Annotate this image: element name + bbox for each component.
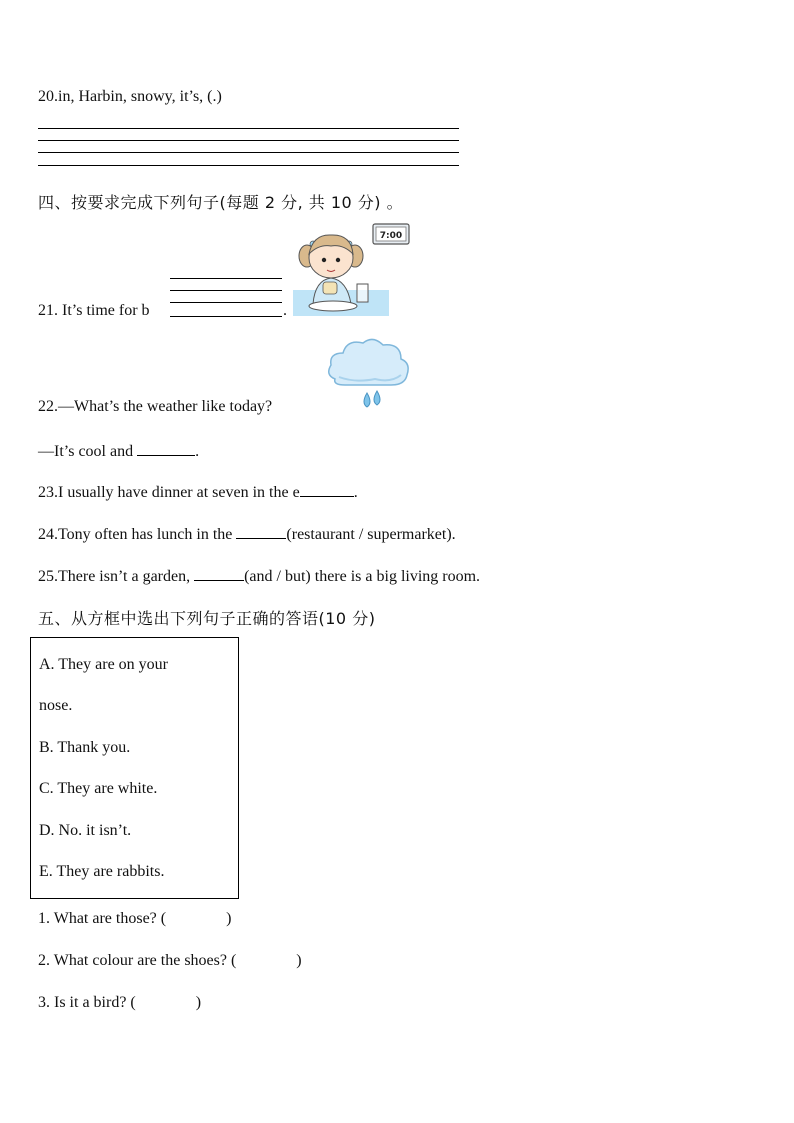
match-question-1 — [38, 910, 231, 928]
q20-answer-line-2[interactable] — [38, 140, 459, 141]
answer-options-box — [30, 637, 239, 899]
clock-time: 7:00 — [379, 231, 403, 241]
option-c: C. They are white. — [39, 780, 158, 797]
q21-line-2 — [170, 290, 282, 291]
option-a: A. They are on your — [39, 656, 168, 673]
q21-text: 21. It’s time for b — [38, 302, 150, 319]
q24-end: (restaurant / supermarket). — [286, 526, 456, 543]
option-e: E. They are rabbits. — [39, 863, 165, 880]
girl-eating-illustration — [293, 222, 413, 318]
q25-row — [38, 566, 480, 586]
q22-answer-end: . — [195, 443, 200, 460]
q21-period: . — [283, 302, 287, 319]
section-5-title: 五、从方框中选出下列句子正确的答语(10 分) — [38, 609, 376, 628]
q24-row — [38, 524, 456, 544]
q23-blank[interactable] — [300, 482, 354, 497]
q24-text: 24.Tony often has lunch in the — [38, 526, 237, 543]
option-b: B. Thank you. — [39, 739, 131, 756]
match-question-2-text: 2. What colour are the shoes? ( — [38, 952, 237, 969]
q25-text: 25.There isn’t a garden, — [38, 568, 195, 585]
section-4-title: 四、按要求完成下列句子(每题 2 分, 共 10 分) 。 — [38, 193, 404, 212]
q23-end: . — [353, 484, 358, 501]
q22-answer-row — [38, 441, 199, 461]
q25-end: (and / but) there is a big living room. — [244, 568, 481, 585]
q22-blank[interactable] — [137, 441, 195, 456]
q23-text: 23.I usually have dinner at seven in the e — [38, 484, 300, 501]
match-question-2 — [38, 952, 302, 970]
q23-row — [38, 482, 358, 502]
match-question-3-close: ) — [195, 994, 202, 1011]
q22-question: 22.—What’s the weather like today? — [38, 398, 273, 415]
rain-cloud-illustration — [325, 335, 411, 417]
q20-answer-line-4[interactable] — [38, 165, 459, 166]
q21-answer-line[interactable] — [170, 316, 282, 317]
option-a-continued: nose. — [39, 697, 73, 714]
q24-blank[interactable] — [236, 524, 286, 539]
q22-answer-text: —It’s cool and — [38, 443, 138, 460]
q20-answer-line-1[interactable] — [38, 128, 459, 129]
match-question-1-close: ) — [226, 910, 232, 927]
match-question-3-text: 3. Is it a bird? ( — [38, 994, 136, 1011]
q20-text: 20.in, Harbin, snowy, it’s, (.) — [38, 88, 222, 105]
q21-line-3 — [170, 302, 282, 303]
q20-answer-line-3[interactable] — [38, 152, 459, 153]
match-question-2-close: ) — [296, 952, 302, 969]
match-question-3 — [38, 994, 201, 1012]
q21-line-1 — [170, 278, 282, 279]
match-question-1-text: 1. What are those? ( — [38, 910, 167, 927]
option-d: D. No. it isn’t. — [39, 822, 132, 839]
q25-blank[interactable] — [194, 566, 244, 581]
